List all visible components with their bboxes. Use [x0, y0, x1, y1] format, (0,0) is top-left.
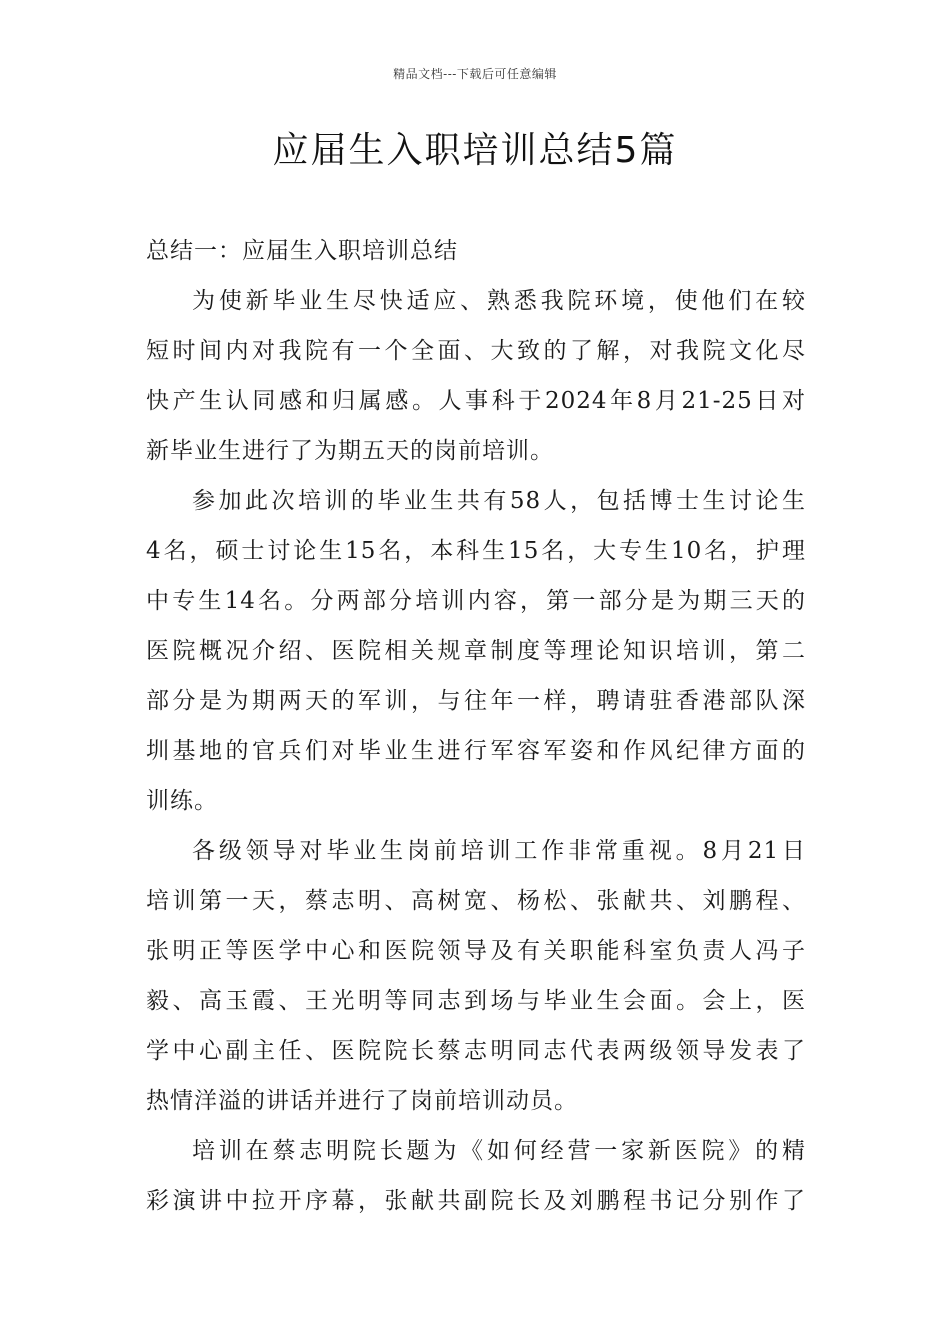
paragraph-line: 中专生14名。分两部分培训内容，第一部分是为期三天的	[146, 588, 806, 614]
document-body	[146, 226, 806, 1226]
paragraph-line: 短时间内对我院有一个全面、大致的了解，对我院文化尽	[146, 338, 806, 364]
paragraph-2	[146, 476, 806, 826]
paragraph-4	[146, 1126, 806, 1226]
paragraph-line: 学中心副主任、医院院长蔡志明同志代表两级领导发表了	[146, 1038, 806, 1064]
paragraph-line: 新毕业生进行了为期五天的岗前培训。	[146, 438, 554, 464]
header-note: 精品文档---下载后可任意编辑	[393, 67, 557, 81]
paragraph-line: 彩演讲中拉开序幕，张献共副院长及刘鹏程书记分别作了	[146, 1188, 806, 1214]
paragraph-line: 热情洋溢的讲话并进行了岗前培训动员。	[146, 1088, 578, 1114]
paragraph-line: 培训在蔡志明院长题为《如何经营一家新医院》的精	[192, 1138, 806, 1164]
section-heading: 总结一：应届生入职培训总结	[146, 238, 458, 264]
paragraph-line: 培训第一天，蔡志明、高树宽、杨松、张献共、刘鹏程、	[146, 888, 806, 914]
paragraph-line: 医院概况介绍、医院相关规章制度等理论知识培训，第二	[146, 638, 806, 664]
paragraph-line: 4名，硕士讨论生15名，本科生15名，大专生10名，护理	[146, 538, 806, 564]
paragraph-line: 各级领导对毕业生岗前培训工作非常重视。8月21日	[192, 838, 806, 864]
paragraph-line: 圳基地的官兵们对毕业生进行军容军姿和作风纪律方面的	[146, 738, 806, 764]
paragraph-line: 部分是为期两天的军训，与往年一样，聘请驻香港部队深	[146, 688, 806, 714]
paragraph-3	[146, 826, 806, 1126]
paragraph-line: 为使新毕业生尽快适应、熟悉我院环境，使他们在较	[192, 288, 806, 314]
paragraph-line: 参加此次培训的毕业生共有58人，包括博士生讨论生	[192, 488, 806, 514]
paragraph-line: 快产生认同感和归属感。人事科于2024年8月21-25日对	[146, 388, 806, 414]
document-title: 应届生入职培训总结5篇	[272, 130, 678, 171]
paragraph-1	[146, 276, 806, 476]
paragraph-line: 毅、高玉霞、王光明等同志到场与毕业生会面。会上，医	[146, 988, 806, 1014]
paragraph-line: 训练。	[146, 788, 218, 814]
paragraph-line: 张明正等医学中心和医院领导及有关职能科室负责人冯子	[146, 938, 806, 964]
